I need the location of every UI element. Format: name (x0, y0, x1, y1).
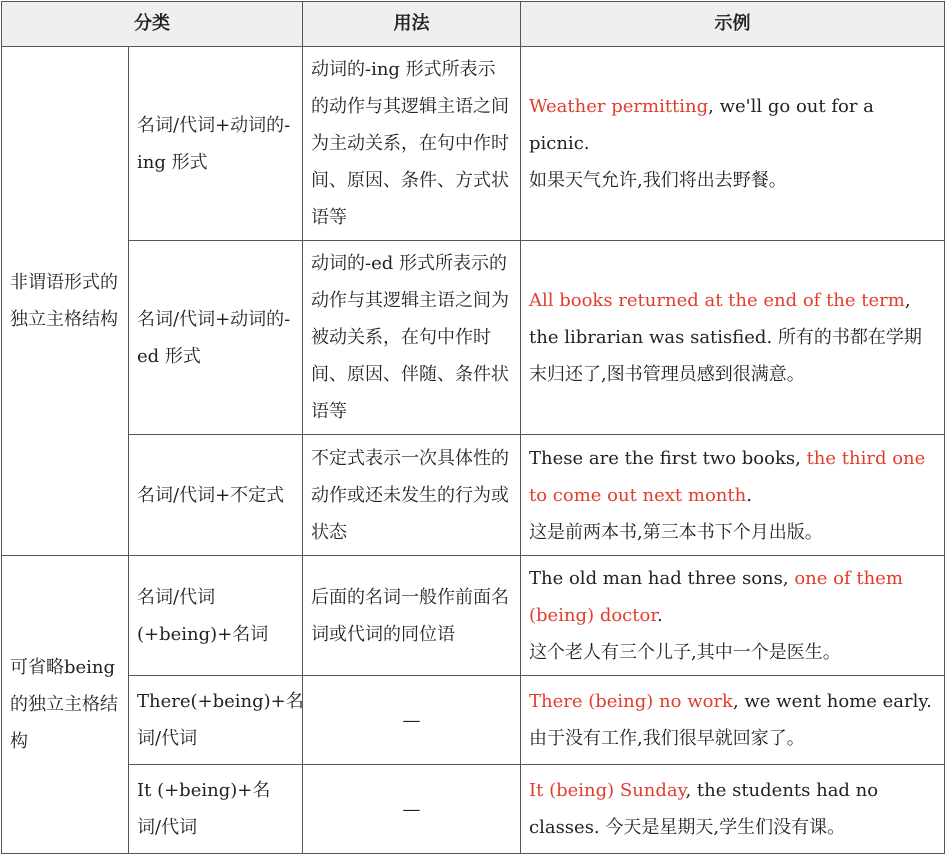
subcategory-cell: There(+being)+名词/代词 (129, 676, 303, 765)
subcategory-cell: 名词/代词+动词的-ed 形式 (129, 241, 303, 435)
table-row (2, 676, 945, 765)
example-cell (521, 556, 945, 676)
example-highlight: one of them (being) doctor (529, 568, 903, 626)
subcategory-cell: It (+being)+名词/代词 (129, 765, 303, 854)
usage-cell: — (303, 676, 521, 765)
header-category: 分类 (2, 2, 303, 47)
example-translation: 这是前两本书,第三本书下个月出版。 (529, 521, 823, 543)
category-cell: 非谓语形式的独立主格结构 (2, 47, 129, 556)
usage-cell: 后面的名词一般作前面名词或代词的同位语 (303, 556, 521, 676)
header-row (2, 2, 945, 47)
example-text: , we'll go out for a picnic. (529, 96, 874, 154)
example-text: , the students had no classes. 今天是星期天,学生们没有课。 (529, 780, 879, 838)
absolute-construction-table (1, 1, 945, 854)
subcategory-cell: 名词/代词+动词的-ing 形式 (129, 47, 303, 241)
example-text: , the librarian was satisfied. 所有的书都在学期末归还了,图书管理员感到很满意。 (529, 290, 922, 385)
example-translation: 这个老人有三个儿子,其中一个是医生。 (529, 642, 841, 663)
usage-cell: 动词的-ing 形式所表示的动作与其逻辑主语之间为主动关系，在句中作时间、原因、条件、方式状语等 (303, 47, 521, 241)
usage-cell: — (303, 765, 521, 854)
example-text: The old man had three sons, (529, 568, 795, 589)
example-cell (521, 241, 945, 435)
example-highlight: There (being) no work (529, 691, 733, 712)
usage-cell: 不定式表示一次具体性的动作或还未发生的行为或状态 (303, 435, 521, 556)
example-cell (521, 435, 945, 556)
example-text: , we went home early. 由于没有工作,我们很早就回家了。 (529, 691, 932, 749)
example-highlight: It (being) Sunday (529, 780, 686, 801)
example-highlight: the third one to come out next month (529, 447, 926, 506)
example-highlight: Weather permitting (529, 96, 709, 117)
example-highlight: All books returned at the end of the term (529, 290, 905, 311)
table-row (2, 47, 945, 241)
table-row (2, 241, 945, 435)
example-text: These are the first two books, (529, 447, 807, 469)
usage-cell: 动词的-ed 形式所表示的动作与其逻辑主语之间为被动关系，在句中作时间、原因、伴随、条件状语等 (303, 241, 521, 435)
example-cell (521, 765, 945, 854)
subcategory-cell: 名词/代词+不定式 (129, 435, 303, 556)
header-usage: 用法 (303, 2, 521, 47)
example-translation: 如果天气允许,我们将出去野餐。 (529, 170, 787, 191)
header-example: 示例 (521, 2, 945, 47)
example-punct: . (656, 605, 663, 626)
example-cell (521, 47, 945, 241)
table-row (2, 435, 945, 556)
example-cell (521, 676, 945, 765)
table-row (2, 556, 945, 676)
subcategory-cell: 名词/代词(+being)+名词 (129, 556, 303, 676)
category-cell: 可省略being 的独立主格结构 (2, 556, 129, 854)
table-row (2, 765, 945, 854)
example-punct: . (746, 484, 752, 506)
